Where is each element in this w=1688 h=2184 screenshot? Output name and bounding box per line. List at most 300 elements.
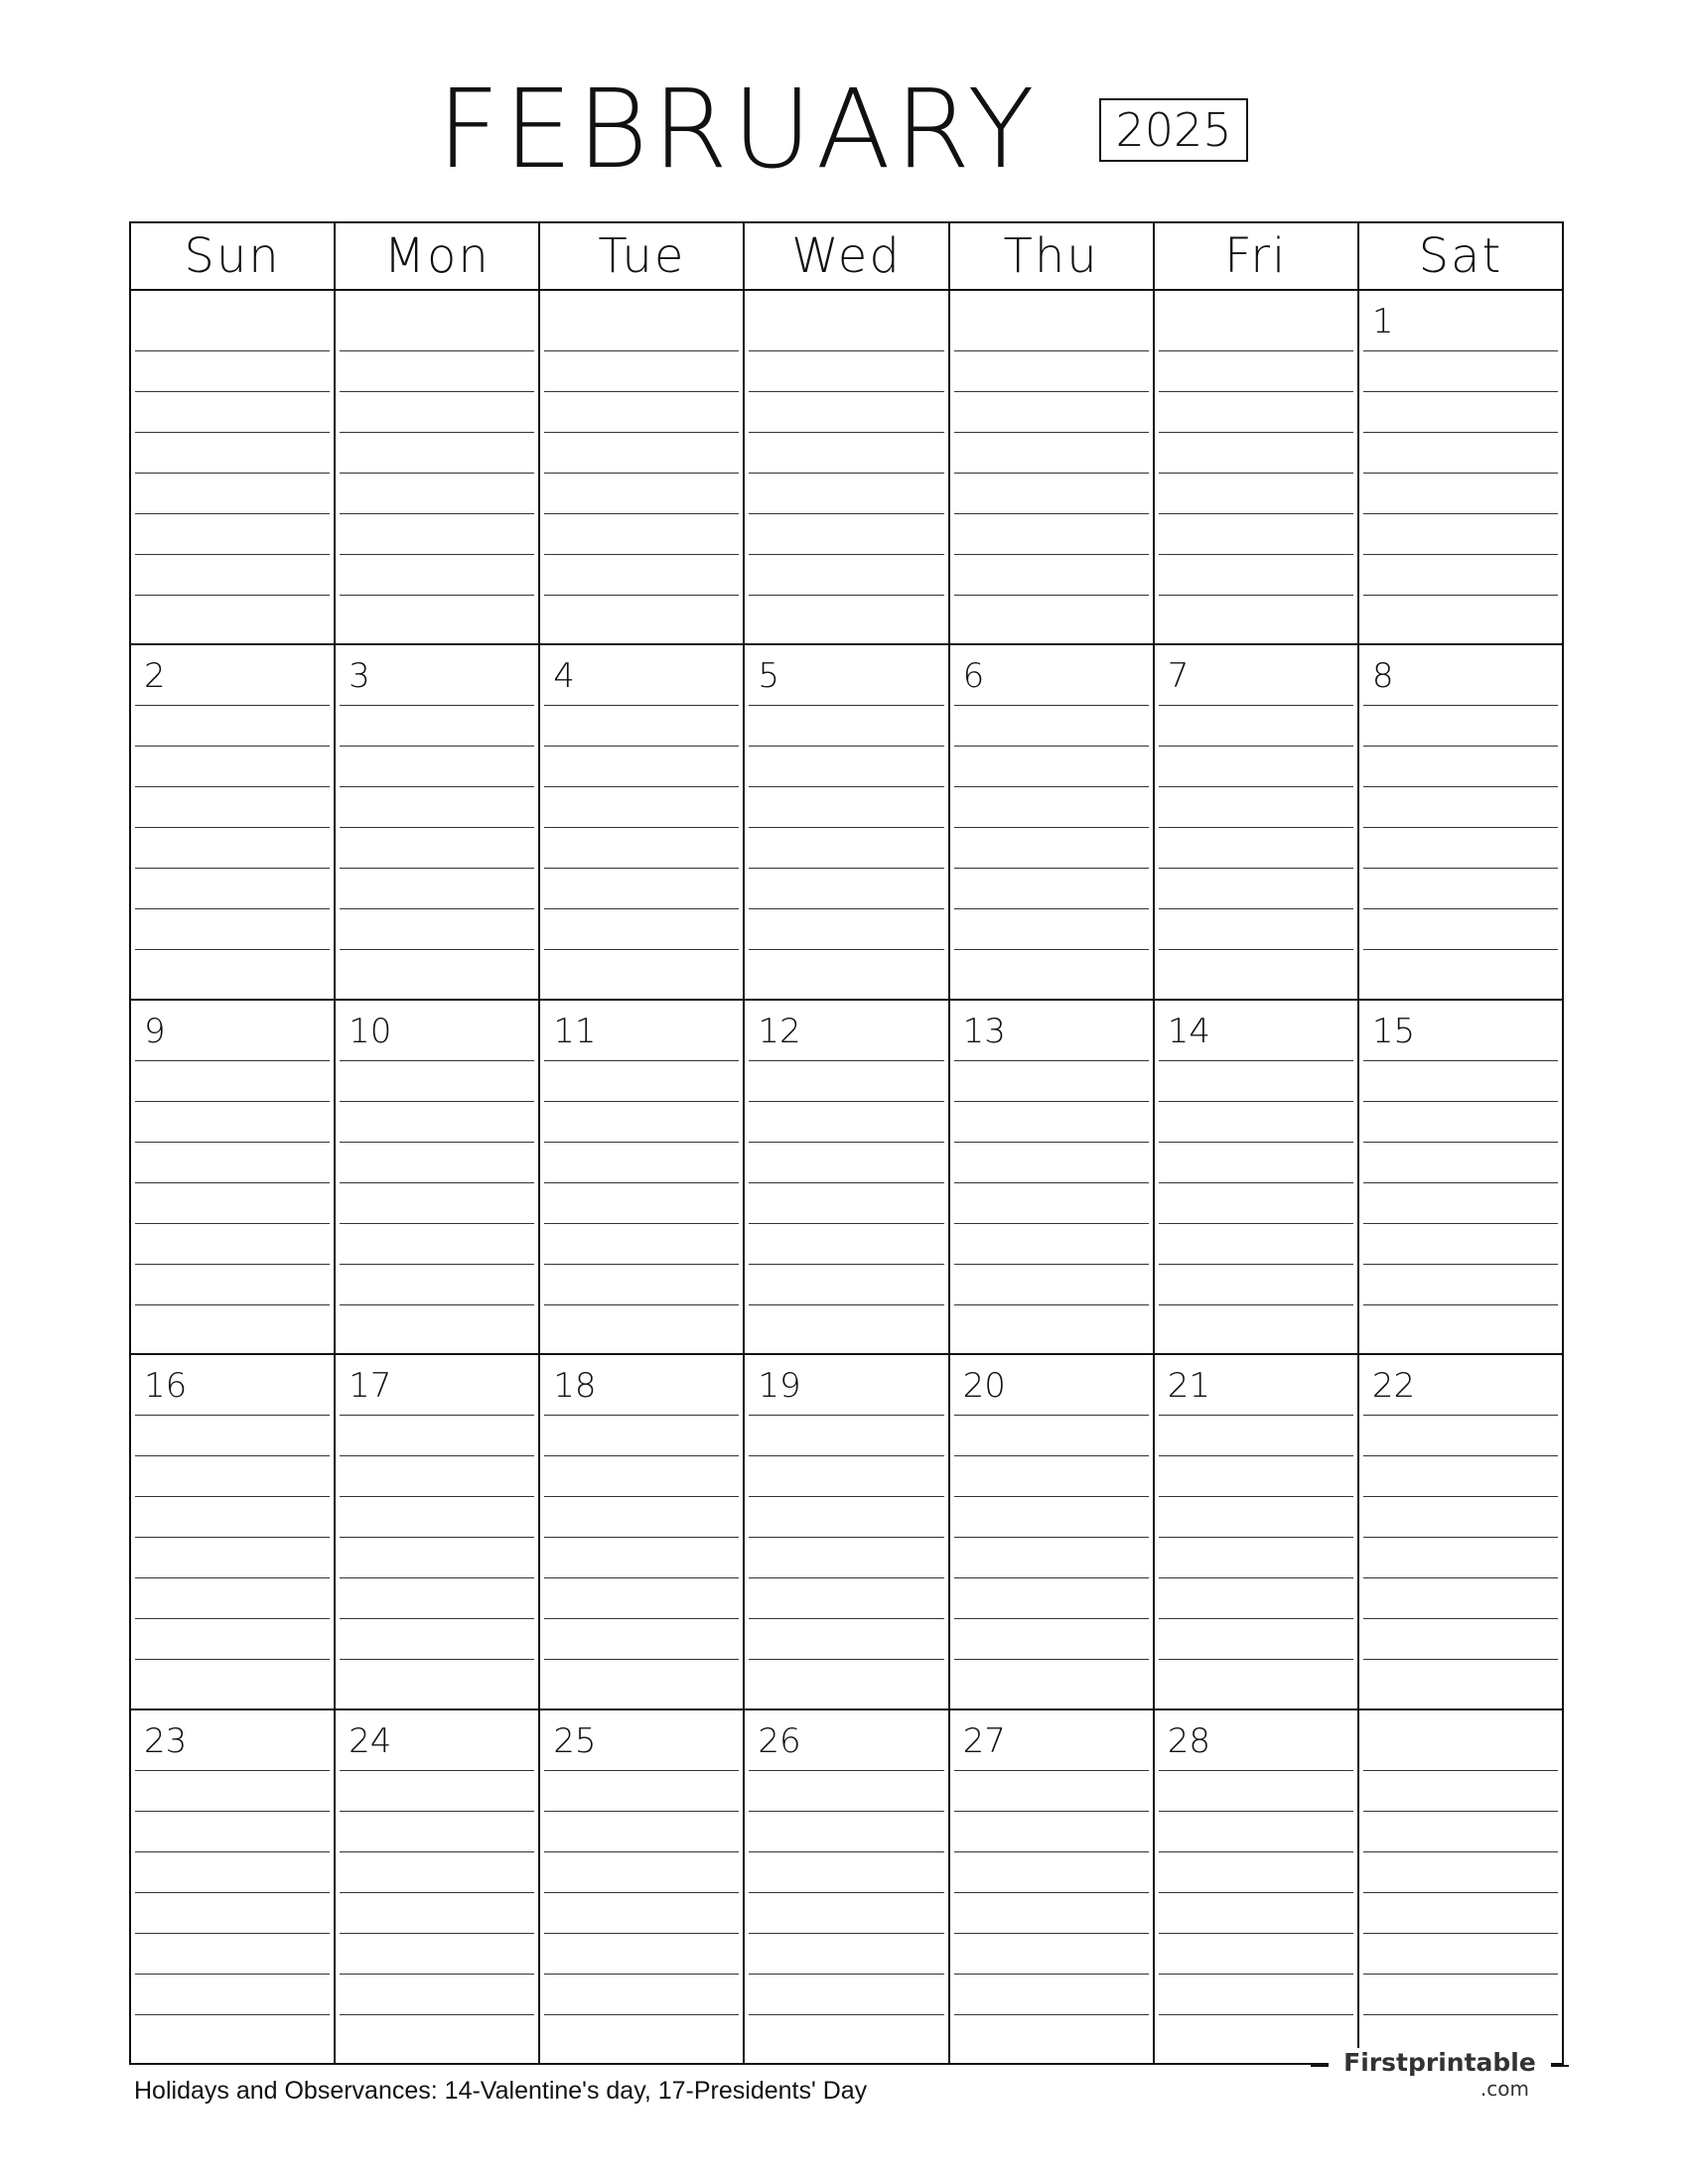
day-number: 18	[553, 1366, 597, 1407]
day-number: 20	[962, 1366, 1006, 1407]
writing-line	[135, 868, 330, 869]
writing-line	[340, 908, 534, 909]
writing-line	[1363, 746, 1558, 747]
writing-line	[340, 1851, 534, 1852]
writing-line	[749, 1618, 943, 1619]
day-cell[interactable]	[745, 291, 949, 643]
writing-line	[135, 1182, 330, 1183]
writing-line	[954, 746, 1149, 747]
writing-line	[954, 554, 1149, 555]
writing-line	[340, 1455, 534, 1456]
day-cell[interactable]	[1155, 1355, 1359, 1707]
writing-line	[749, 391, 943, 392]
writing-line	[1159, 1659, 1353, 1660]
day-cell[interactable]	[131, 645, 336, 998]
writing-line	[749, 1974, 943, 1975]
writing-line	[340, 2014, 534, 2015]
writing-line	[544, 1974, 739, 1975]
day-number: 12	[758, 1011, 801, 1051]
day-cell[interactable]	[131, 1001, 336, 1353]
writing-line	[1363, 786, 1558, 787]
day-number: 10	[349, 1011, 392, 1051]
writing-line	[135, 1618, 330, 1619]
writing-line	[749, 746, 943, 747]
brand-tld: .com	[1479, 2077, 1529, 2101]
day-cell[interactable]	[1155, 291, 1359, 643]
day-cell[interactable]	[1155, 645, 1359, 998]
writing-line	[749, 1142, 943, 1143]
day-number: 2	[144, 656, 166, 697]
writing-line	[1159, 908, 1353, 909]
writing-line	[544, 1892, 739, 1893]
writing-line	[1363, 1659, 1558, 1660]
writing-line	[544, 1618, 739, 1619]
writing-line	[749, 1851, 943, 1852]
day-cell[interactable]	[540, 1001, 745, 1353]
writing-line	[954, 1537, 1149, 1538]
writing-line	[954, 1455, 1149, 1456]
day-cell[interactable]	[336, 645, 540, 998]
day-cell[interactable]	[745, 1355, 949, 1707]
writing-line	[954, 1304, 1149, 1305]
writing-line	[749, 1811, 943, 1812]
writing-line	[1159, 1933, 1353, 1934]
writing-line	[340, 705, 534, 706]
writing-line	[749, 432, 943, 433]
weekday-wed: Wed	[745, 223, 949, 289]
writing-line	[1363, 595, 1558, 596]
writing-line	[544, 1577, 739, 1578]
writing-line	[954, 1892, 1149, 1893]
writing-line	[544, 2014, 739, 2015]
writing-line	[1159, 1974, 1353, 1975]
writing-line	[135, 1770, 330, 1771]
writing-line	[1363, 1264, 1558, 1265]
day-number: 9	[144, 1011, 166, 1051]
writing-line	[1159, 513, 1353, 514]
writing-line	[135, 1304, 330, 1305]
writing-line	[954, 827, 1149, 828]
writing-line	[954, 473, 1149, 474]
writing-line	[1159, 1455, 1353, 1456]
writing-line	[1363, 1455, 1558, 1456]
writing-line	[135, 1101, 330, 1102]
day-number: 8	[1371, 656, 1394, 697]
writing-line	[1159, 1304, 1353, 1305]
writing-line	[135, 786, 330, 787]
writing-line	[340, 1974, 534, 1975]
day-cell[interactable]	[745, 1710, 949, 2065]
writing-line	[340, 1223, 534, 1224]
writing-line	[954, 2014, 1149, 2015]
writing-line	[954, 1770, 1149, 1771]
brand-logo	[1311, 2045, 1569, 2105]
writing-line	[135, 1415, 330, 1416]
writing-line	[340, 1101, 534, 1102]
writing-line	[340, 1577, 534, 1578]
writing-line	[749, 1264, 943, 1265]
writing-line	[1159, 1060, 1353, 1061]
holidays-note: Holidays and Observances: 14-Valentine's day, 17-Presidents' Day	[134, 2077, 868, 2105]
day-cell[interactable]	[1359, 1710, 1562, 2065]
day-cell[interactable]	[540, 291, 745, 643]
writing-line	[749, 1933, 943, 1934]
writing-line	[340, 1496, 534, 1497]
day-number: 16	[144, 1366, 188, 1407]
writing-line	[1363, 908, 1558, 909]
week-row	[131, 1355, 1562, 1709]
writing-line	[1363, 391, 1558, 392]
writing-line	[340, 1618, 534, 1619]
week-row	[131, 645, 1562, 1000]
writing-line	[1363, 2014, 1558, 2015]
writing-line	[1159, 1537, 1353, 1538]
writing-line	[1363, 1304, 1558, 1305]
writing-line	[749, 1577, 943, 1578]
day-cell[interactable]	[1155, 1001, 1359, 1353]
day-number: 22	[1371, 1366, 1416, 1407]
writing-line	[954, 1659, 1149, 1660]
writing-line	[954, 391, 1149, 392]
writing-line	[954, 1851, 1149, 1852]
writing-line	[749, 705, 943, 706]
writing-line	[340, 1659, 534, 1660]
writing-line	[135, 350, 330, 351]
writing-line	[544, 1264, 739, 1265]
writing-line	[135, 705, 330, 706]
writing-line	[1159, 350, 1353, 351]
writing-line	[340, 595, 534, 596]
writing-line	[1363, 1060, 1558, 1061]
writing-line	[135, 432, 330, 433]
day-cell[interactable]	[950, 1001, 1155, 1353]
writing-line	[544, 350, 739, 351]
writing-line	[954, 1933, 1149, 1934]
writing-line	[1363, 1577, 1558, 1578]
writing-line	[1159, 432, 1353, 433]
writing-line	[544, 473, 739, 474]
day-cell[interactable]	[1359, 645, 1562, 998]
writing-line	[340, 473, 534, 474]
writing-line	[340, 1933, 534, 1934]
writing-line	[340, 554, 534, 555]
writing-line	[1159, 1142, 1353, 1143]
writing-line	[1363, 1101, 1558, 1102]
writing-line	[1159, 827, 1353, 828]
writing-line	[544, 1933, 739, 1934]
day-cell[interactable]	[540, 645, 745, 998]
weekday-thu: Thu	[950, 223, 1155, 289]
writing-line	[1363, 949, 1558, 950]
writing-line	[135, 827, 330, 828]
writing-line	[340, 1182, 534, 1183]
day-cell[interactable]	[336, 291, 540, 643]
weeks-container	[131, 291, 1562, 2065]
writing-line	[544, 1101, 739, 1102]
writing-line	[340, 1060, 534, 1061]
writing-line	[1363, 1851, 1558, 1852]
writing-line	[749, 949, 943, 950]
writing-line	[1159, 1264, 1353, 1265]
weekday-fri: Fri	[1155, 223, 1359, 289]
writing-line	[1159, 1101, 1353, 1102]
writing-line	[1363, 1223, 1558, 1224]
year-badge: 2025	[1099, 98, 1248, 162]
writing-line	[135, 1223, 330, 1224]
writing-line	[749, 1892, 943, 1893]
writing-line	[1159, 1223, 1353, 1224]
weekday-sat: Sat	[1418, 228, 1503, 284]
writing-line	[954, 1496, 1149, 1497]
writing-line	[954, 786, 1149, 787]
writing-line	[749, 1304, 943, 1305]
writing-line	[544, 1415, 739, 1416]
writing-line	[340, 1811, 534, 1812]
writing-line	[340, 868, 534, 869]
calendar-grid	[129, 221, 1564, 2065]
writing-line	[340, 1142, 534, 1143]
day-cell[interactable]	[131, 1710, 336, 2065]
day-number: 4	[553, 656, 575, 697]
writing-line	[954, 513, 1149, 514]
writing-line	[544, 432, 739, 433]
writing-line	[1363, 1770, 1558, 1771]
day-cell[interactable]	[336, 1355, 540, 1707]
day-number: 5	[758, 656, 780, 697]
writing-line	[135, 1892, 330, 1893]
writing-line	[1363, 1415, 1558, 1416]
writing-line	[544, 1851, 739, 1852]
writing-line	[1159, 1770, 1353, 1771]
day-number: 19	[758, 1366, 801, 1407]
day-cell[interactable]	[1155, 1710, 1359, 2065]
writing-line	[135, 1811, 330, 1812]
writing-line	[544, 1659, 739, 1660]
month-title: FEBRUARY	[437, 66, 1039, 193]
day-number: 21	[1167, 1366, 1210, 1407]
writing-line	[1363, 1618, 1558, 1619]
writing-line	[749, 1415, 943, 1416]
writing-line	[1363, 1537, 1558, 1538]
writing-line	[135, 1537, 330, 1538]
writing-line	[954, 1618, 1149, 1619]
writing-line	[1159, 1496, 1353, 1497]
writing-line	[135, 1577, 330, 1578]
writing-line	[340, 391, 534, 392]
writing-line	[954, 1974, 1149, 1975]
writing-line	[954, 1577, 1149, 1578]
day-number: 3	[349, 656, 370, 697]
writing-line	[954, 1223, 1149, 1224]
brand-name: Firstprintable	[1329, 2048, 1551, 2077]
day-cell[interactable]	[1359, 1355, 1562, 1707]
writing-line	[135, 554, 330, 555]
day-number: 1	[1371, 302, 1394, 341]
day-number: 23	[144, 1720, 188, 1761]
writing-line	[954, 1142, 1149, 1143]
writing-line	[749, 595, 943, 596]
day-number: 6	[962, 656, 985, 697]
writing-line	[954, 350, 1149, 351]
writing-line	[1159, 949, 1353, 950]
writing-line	[954, 595, 1149, 596]
writing-line	[1159, 1851, 1353, 1852]
writing-line	[544, 391, 739, 392]
day-cell[interactable]	[131, 1355, 336, 1707]
day-cell[interactable]	[540, 1355, 745, 1707]
day-cell[interactable]	[950, 1710, 1155, 2065]
writing-line	[1363, 1182, 1558, 1183]
day-cell[interactable]	[1359, 291, 1562, 643]
writing-line	[1363, 1811, 1558, 1812]
writing-line	[135, 513, 330, 514]
day-number: 15	[1371, 1011, 1416, 1051]
writing-line	[135, 473, 330, 474]
day-cell[interactable]	[131, 291, 336, 643]
weekday-tue: Tue	[540, 223, 745, 289]
day-cell[interactable]	[745, 645, 949, 998]
writing-line	[954, 1811, 1149, 1812]
day-cell[interactable]	[950, 645, 1155, 998]
writing-line	[749, 554, 943, 555]
writing-line	[1159, 1811, 1353, 1812]
writing-line	[544, 1060, 739, 1061]
day-cell[interactable]	[950, 291, 1155, 643]
writing-line	[135, 1455, 330, 1456]
writing-line	[544, 746, 739, 747]
writing-line	[1363, 1933, 1558, 1934]
writing-line	[135, 391, 330, 392]
writing-line	[135, 746, 330, 747]
day-cell[interactable]	[336, 1001, 540, 1353]
writing-line	[340, 1264, 534, 1265]
writing-line	[954, 1182, 1149, 1183]
title-row	[0, 60, 1688, 193]
day-number: 11	[553, 1011, 597, 1051]
writing-line	[340, 827, 534, 828]
writing-line	[749, 1659, 943, 1660]
writing-line	[135, 1060, 330, 1061]
writing-line	[544, 1770, 739, 1771]
writing-line	[749, 513, 943, 514]
writing-line	[749, 350, 943, 351]
writing-line	[749, 908, 943, 909]
writing-line	[749, 1496, 943, 1497]
writing-line	[749, 868, 943, 869]
day-number: 27	[962, 1720, 1006, 1761]
writing-line	[135, 1974, 330, 1975]
writing-line	[544, 1455, 739, 1456]
writing-line	[544, 868, 739, 869]
writing-line	[954, 868, 1149, 869]
writing-line	[135, 2014, 330, 2015]
writing-line	[1363, 1496, 1558, 1497]
day-number: 13	[962, 1011, 1006, 1051]
weekday-header-row	[131, 223, 1562, 291]
writing-line	[340, 1304, 534, 1305]
writing-line	[1159, 595, 1353, 596]
writing-line	[954, 1264, 1149, 1265]
writing-line	[1159, 746, 1353, 747]
writing-line	[135, 908, 330, 909]
writing-line	[340, 1770, 534, 1771]
writing-line	[1159, 1415, 1353, 1416]
writing-line	[1363, 868, 1558, 869]
writing-line	[544, 1142, 739, 1143]
week-row	[131, 1001, 1562, 1355]
writing-line	[544, 513, 739, 514]
writing-line	[1363, 513, 1558, 514]
writing-line	[1159, 554, 1353, 555]
writing-line	[749, 473, 943, 474]
day-cell[interactable]	[745, 1001, 949, 1353]
day-cell[interactable]	[336, 1710, 540, 2065]
writing-line	[954, 432, 1149, 433]
writing-line	[544, 554, 739, 555]
writing-line	[954, 1060, 1149, 1061]
writing-line	[749, 1455, 943, 1456]
writing-line	[544, 1223, 739, 1224]
writing-line	[1159, 1618, 1353, 1619]
writing-line	[954, 1415, 1149, 1416]
day-cell[interactable]	[950, 1355, 1155, 1707]
weekday-mon: Mon	[336, 223, 540, 289]
writing-line	[1363, 1142, 1558, 1143]
day-cell[interactable]	[540, 1710, 745, 2065]
writing-line	[1363, 1974, 1558, 1975]
writing-line	[749, 1770, 943, 1771]
day-number: 17	[349, 1366, 392, 1407]
day-cell[interactable]	[1359, 1001, 1562, 1353]
writing-line	[544, 827, 739, 828]
writing-line	[340, 1415, 534, 1416]
writing-line	[1363, 554, 1558, 555]
writing-line	[135, 949, 330, 950]
writing-line	[544, 595, 739, 596]
writing-line	[135, 595, 330, 596]
writing-line	[340, 432, 534, 433]
writing-line	[135, 1142, 330, 1143]
writing-line	[340, 513, 534, 514]
writing-line	[340, 949, 534, 950]
writing-line	[135, 1264, 330, 1265]
day-number: 14	[1167, 1011, 1210, 1051]
writing-line	[954, 1101, 1149, 1102]
writing-line	[749, 1223, 943, 1224]
writing-line	[1159, 705, 1353, 706]
day-number: 25	[553, 1720, 597, 1761]
weekday-sun: Sun	[131, 223, 336, 289]
writing-line	[135, 1659, 330, 1660]
writing-line	[954, 705, 1149, 706]
writing-line	[340, 1537, 534, 1538]
day-number: 7	[1167, 656, 1190, 697]
writing-line	[749, 1537, 943, 1538]
writing-line	[544, 1182, 739, 1183]
writing-line	[1159, 391, 1353, 392]
writing-line	[544, 786, 739, 787]
writing-line	[544, 705, 739, 706]
writing-line	[1363, 705, 1558, 706]
writing-line	[340, 350, 534, 351]
writing-line	[1363, 432, 1558, 433]
writing-line	[1159, 1577, 1353, 1578]
writing-line	[1159, 868, 1353, 869]
writing-line	[544, 1304, 739, 1305]
writing-line	[340, 786, 534, 787]
day-number: 26	[758, 1720, 801, 1761]
writing-line	[544, 908, 739, 909]
